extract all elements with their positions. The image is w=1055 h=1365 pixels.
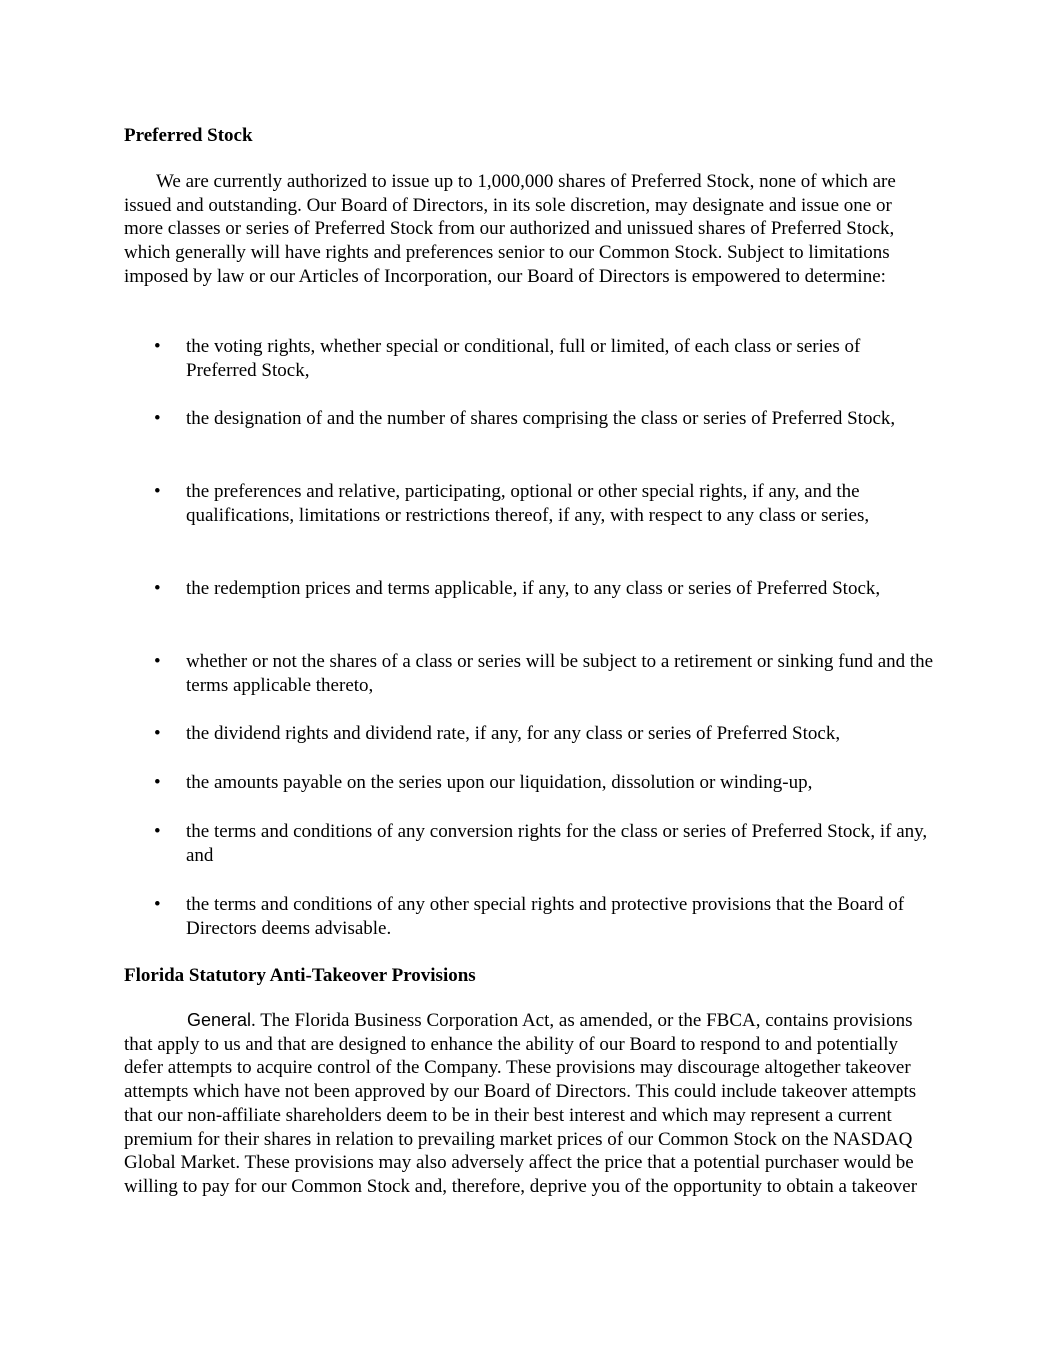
list-item-text: the amounts payable on the series upon our liquidation, dissolution or winding-up,	[186, 772, 813, 793]
preferred-stock-heading: Preferred Stock	[124, 125, 253, 146]
bullet-icon: •	[154, 408, 161, 429]
general-body-text: . The Florida Business Corporation Act, as amended, or the FBCA, contains provisions that apply to us and that are designed to enhance the ability of our Board to respond to and potentially defer attempts to acquire control of the Company. These provisions may discourage altogether takeover attempts which have not been approved by our Board of Directors. This could include takeover attempts that our non-affiliate shareholders deem to be in their best interest and which may represent a current premium for their shares in relation to prevailing market prices of our Common Stock on the NASDAQ Global Market. These provisions may also adversely affect the price that a potential purchaser would be willing to pay for our Common Stock and, therefore, deprive you of the opportunity to obtain a takeover	[124, 1010, 918, 1197]
bullet-icon: •	[154, 894, 161, 915]
bullet-icon: •	[154, 336, 161, 357]
bullet-icon: •	[154, 723, 161, 744]
bullet-icon: •	[154, 651, 161, 672]
bullet-icon: •	[154, 481, 161, 502]
general-lead-word: General	[187, 1010, 252, 1030]
anti-takeover-heading: Florida Statutory Anti-Takeover Provisions	[124, 965, 476, 986]
list-item-text: the terms and conditions of any conversion rights for the class or series of Preferred Stock, if any, and	[186, 821, 928, 866]
list-item-text: the preferences and relative, participating, optional or other special rights, if any, and the qualifications, limitations or restrictions thereof, if any, with respect to any class or series,	[186, 481, 870, 526]
bullet-icon: •	[154, 772, 161, 793]
preferred-stock-intro-paragraph: We are currently authorized to issue up to 1,000,000 shares of Preferred Stock, none of which are issued and outstanding. Our Board of Directors, in its sole discretion, may designate and issue one or more classes or series of Preferred Stock from our authorized and unissued shares of Preferred Stock, which generally will have rights and preferences senior to our Common Stock. Subject to limitations imposed by law or our Articles of Incorporation, our Board of Directors is empowered to determine:	[124, 171, 896, 287]
list-item-text: whether or not the shares of a class or series will be subject to a retirement or sinking fund and the terms applicable thereto,	[186, 651, 934, 696]
list-item-text: the dividend rights and dividend rate, if any, for any class or series of Preferred Stock,	[186, 723, 841, 744]
bullet-icon: •	[154, 578, 161, 599]
list-item-text: the designation of and the number of shares comprising the class or series of Preferred Stock,	[186, 408, 896, 429]
list-item-text: the redemption prices and terms applicable, if any, to any class or series of Preferred Stock,	[186, 578, 881, 599]
list-item-text: the voting rights, whether special or conditional, full or limited, of each class or series of Preferred Stock,	[186, 336, 861, 381]
anti-takeover-general-paragraph	[124, 1009, 934, 1199]
bullet-icon: •	[154, 821, 161, 842]
list-item-text: the terms and conditions of any other special rights and protective provisions that the Board of Directors deems advisable.	[186, 894, 905, 939]
